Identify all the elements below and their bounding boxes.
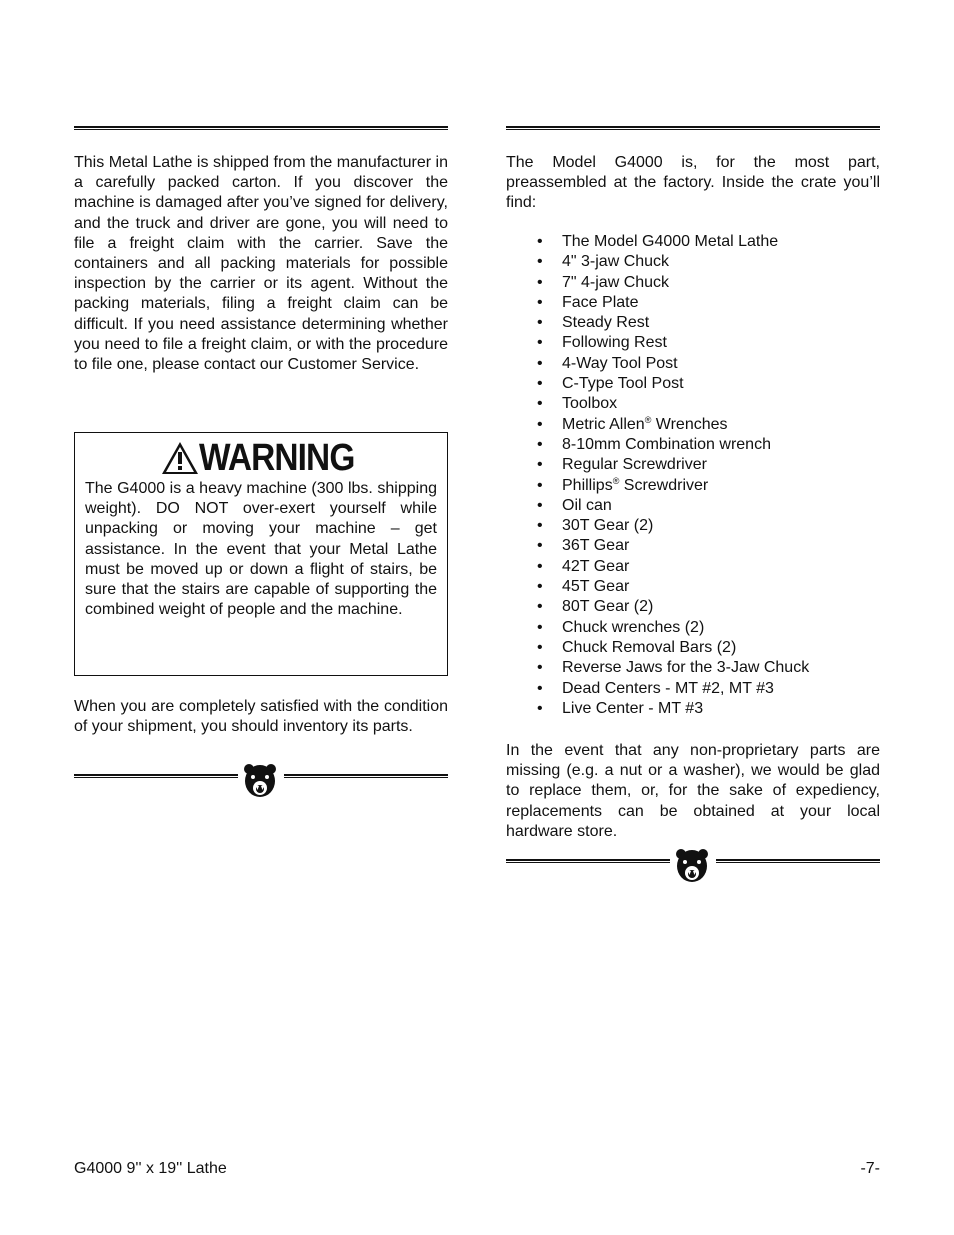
bullet-icon: • — [537, 233, 543, 250]
inventory-list-item — [506, 252, 880, 272]
registered-mark: ® — [644, 414, 652, 425]
inventory-item-text: Steady Rest — [562, 314, 650, 332]
bullet-icon: • — [537, 618, 543, 636]
footer-title: G4000 9'' x 19'' Lathe — [74, 1160, 227, 1177]
bullet-icon: • — [537, 273, 543, 291]
bullet-icon: • — [537, 578, 543, 596]
warning-header — [161, 439, 376, 477]
bear-logo-icon — [241, 762, 279, 800]
inventory-list-item — [506, 435, 880, 455]
bullet-icon: • — [537, 415, 543, 433]
inventory-item-text: 45T Gear — [562, 578, 630, 596]
inventory-item-text: 4-Way Tool Post — [562, 354, 678, 372]
bullet-icon: • — [537, 598, 543, 616]
inventory-item-text: C-Type Tool Post — [562, 375, 684, 393]
inventory-list-item — [506, 516, 880, 536]
inventory-list-item — [506, 374, 880, 394]
inventory-item-text: Face Plate — [562, 293, 639, 311]
warning-box — [74, 432, 448, 676]
inventory-list-item — [506, 333, 880, 353]
bullet-icon: • — [537, 496, 543, 514]
bullet-icon: • — [537, 517, 543, 535]
registered-mark: ® — [612, 475, 620, 486]
inventory-list-item — [506, 658, 880, 678]
inventory-item-text: 36T Gear — [562, 537, 630, 555]
inventory-item-text: 80T Gear (2) — [562, 598, 654, 616]
inventory-item-text: Dead Centers - MT #2, MT #3 — [562, 679, 774, 697]
page-number: -7- — [860, 1160, 880, 1177]
bullet-icon: • — [537, 435, 543, 453]
bullet-icon: • — [537, 659, 543, 677]
inventory-item-text: Toolbox — [562, 395, 618, 413]
bullet-icon: • — [537, 395, 543, 413]
inventory-list-item — [506, 577, 880, 597]
inventory-item-text: Phillips — [562, 476, 613, 494]
warning-triangle-icon — [161, 441, 199, 475]
inventory-item-text: Chuck Removal Bars (2) — [562, 638, 737, 656]
inventory-item-text-suffix: Screwdriver — [619, 476, 709, 494]
inventory-item-text: Metric Allen — [562, 415, 645, 433]
bullet-icon: • — [537, 293, 543, 311]
section-end-divider — [74, 760, 448, 800]
inventory-item-text: 30T Gear (2) — [562, 517, 654, 535]
inventory-list-item — [506, 536, 880, 556]
bullet-icon: • — [537, 375, 543, 393]
bullet-icon: • — [537, 679, 543, 697]
section-header-rule — [506, 126, 880, 130]
inventory-item-text-suffix: Wrenches — [651, 415, 728, 433]
missing-parts-paragraph: In the event that any non-proprietary parts are missing (e.g. a nut or a washer), we would be glad to replace them, or, for the sake of expediency, replacements can be obtained at your local hardware store. — [506, 742, 880, 840]
unpacking-paragraph: This Metal Lathe is shipped from the manufacturer in a carefully packed carton. If you discover the machine is damaged after you’ve signed for delivery, and the truck and driver are gone, you will need to file a freight claim with the carrier. Save the containers and all packing materials for possible inspection by the carrier or its agent. Without the packing materials, filing a freight claim can be difficult. If you need assistance determining whether you need to file a freight claim, or with the procedure to file one, please contact our Customer Service. — [74, 154, 448, 374]
section-header-rule — [74, 126, 448, 130]
bullet-icon: • — [537, 557, 543, 575]
inventory-item-text: 7" 4-jaw Chuck — [562, 273, 670, 291]
inventory-item-text: 42T Gear — [562, 557, 630, 575]
warning-text: The G4000 is a heavy machine (300 lbs. shipping weight). DO NOT over-exert yourself while unpacking or moving your machine – get assistance. In the event that your Metal Lathe must be moved up or down a flight of stairs, be sure that the stairs are capable of supporting the combined weight of people and the machine. — [85, 480, 437, 619]
warning-title: WARNING — [199, 437, 355, 479]
inventory-item-text: Reverse Jaws for the 3-Jaw Chuck — [562, 659, 810, 677]
inventory-item-text: 4" 3-jaw Chuck — [562, 253, 670, 271]
inventory-item-text: The Model G4000 Metal Lathe — [562, 233, 779, 250]
inventory-list-item — [506, 354, 880, 374]
bear-logo-icon — [673, 847, 711, 885]
inventory-list-item — [506, 496, 880, 516]
bullet-icon: • — [537, 699, 543, 717]
inventory-list-item — [506, 618, 880, 638]
inventory-list-item — [506, 699, 880, 719]
bullet-icon: • — [537, 456, 543, 474]
inventory-list-item — [506, 415, 880, 435]
bullet-icon: • — [537, 537, 543, 555]
inventory-list-item — [506, 232, 880, 252]
inventory-item-text: Following Rest — [562, 334, 667, 352]
inventory-item-text: Regular Screwdriver — [562, 456, 707, 474]
inventory-list-item — [506, 455, 880, 475]
inventory-intro-paragraph: The Model G4000 is, for the most part, preassembled at the factory. Inside the crate you’ll find: — [506, 154, 880, 212]
inventory-list-item — [506, 293, 880, 313]
inventory-item-text: Chuck wrenches (2) — [562, 618, 705, 636]
bullet-icon: • — [537, 334, 543, 352]
inventory-list-item — [506, 313, 880, 333]
inventory-prompt-paragraph: When you are completely satisfied with the condition of your shipment, you should inventory its parts. — [74, 698, 448, 736]
inventory-item-text: Live Center - MT #3 — [562, 699, 704, 717]
inventory-list-item — [506, 638, 880, 658]
bullet-icon: • — [537, 354, 543, 372]
inventory-list-item — [506, 557, 880, 577]
inventory-item-text: Oil can — [562, 496, 612, 514]
inventory-list-item — [506, 476, 880, 496]
inventory-list-item — [506, 273, 880, 293]
inventory-item-text: 8-10mm Combination wrench — [562, 435, 771, 453]
section-end-divider — [506, 845, 880, 885]
inventory-list-item — [506, 394, 880, 414]
bullet-icon: • — [537, 638, 543, 656]
inventory-list-item — [506, 597, 880, 617]
bullet-icon: • — [537, 314, 543, 332]
inventory-list — [506, 232, 880, 719]
bullet-icon: • — [537, 253, 543, 271]
bullet-icon: • — [537, 476, 543, 494]
inventory-list-item — [506, 679, 880, 699]
